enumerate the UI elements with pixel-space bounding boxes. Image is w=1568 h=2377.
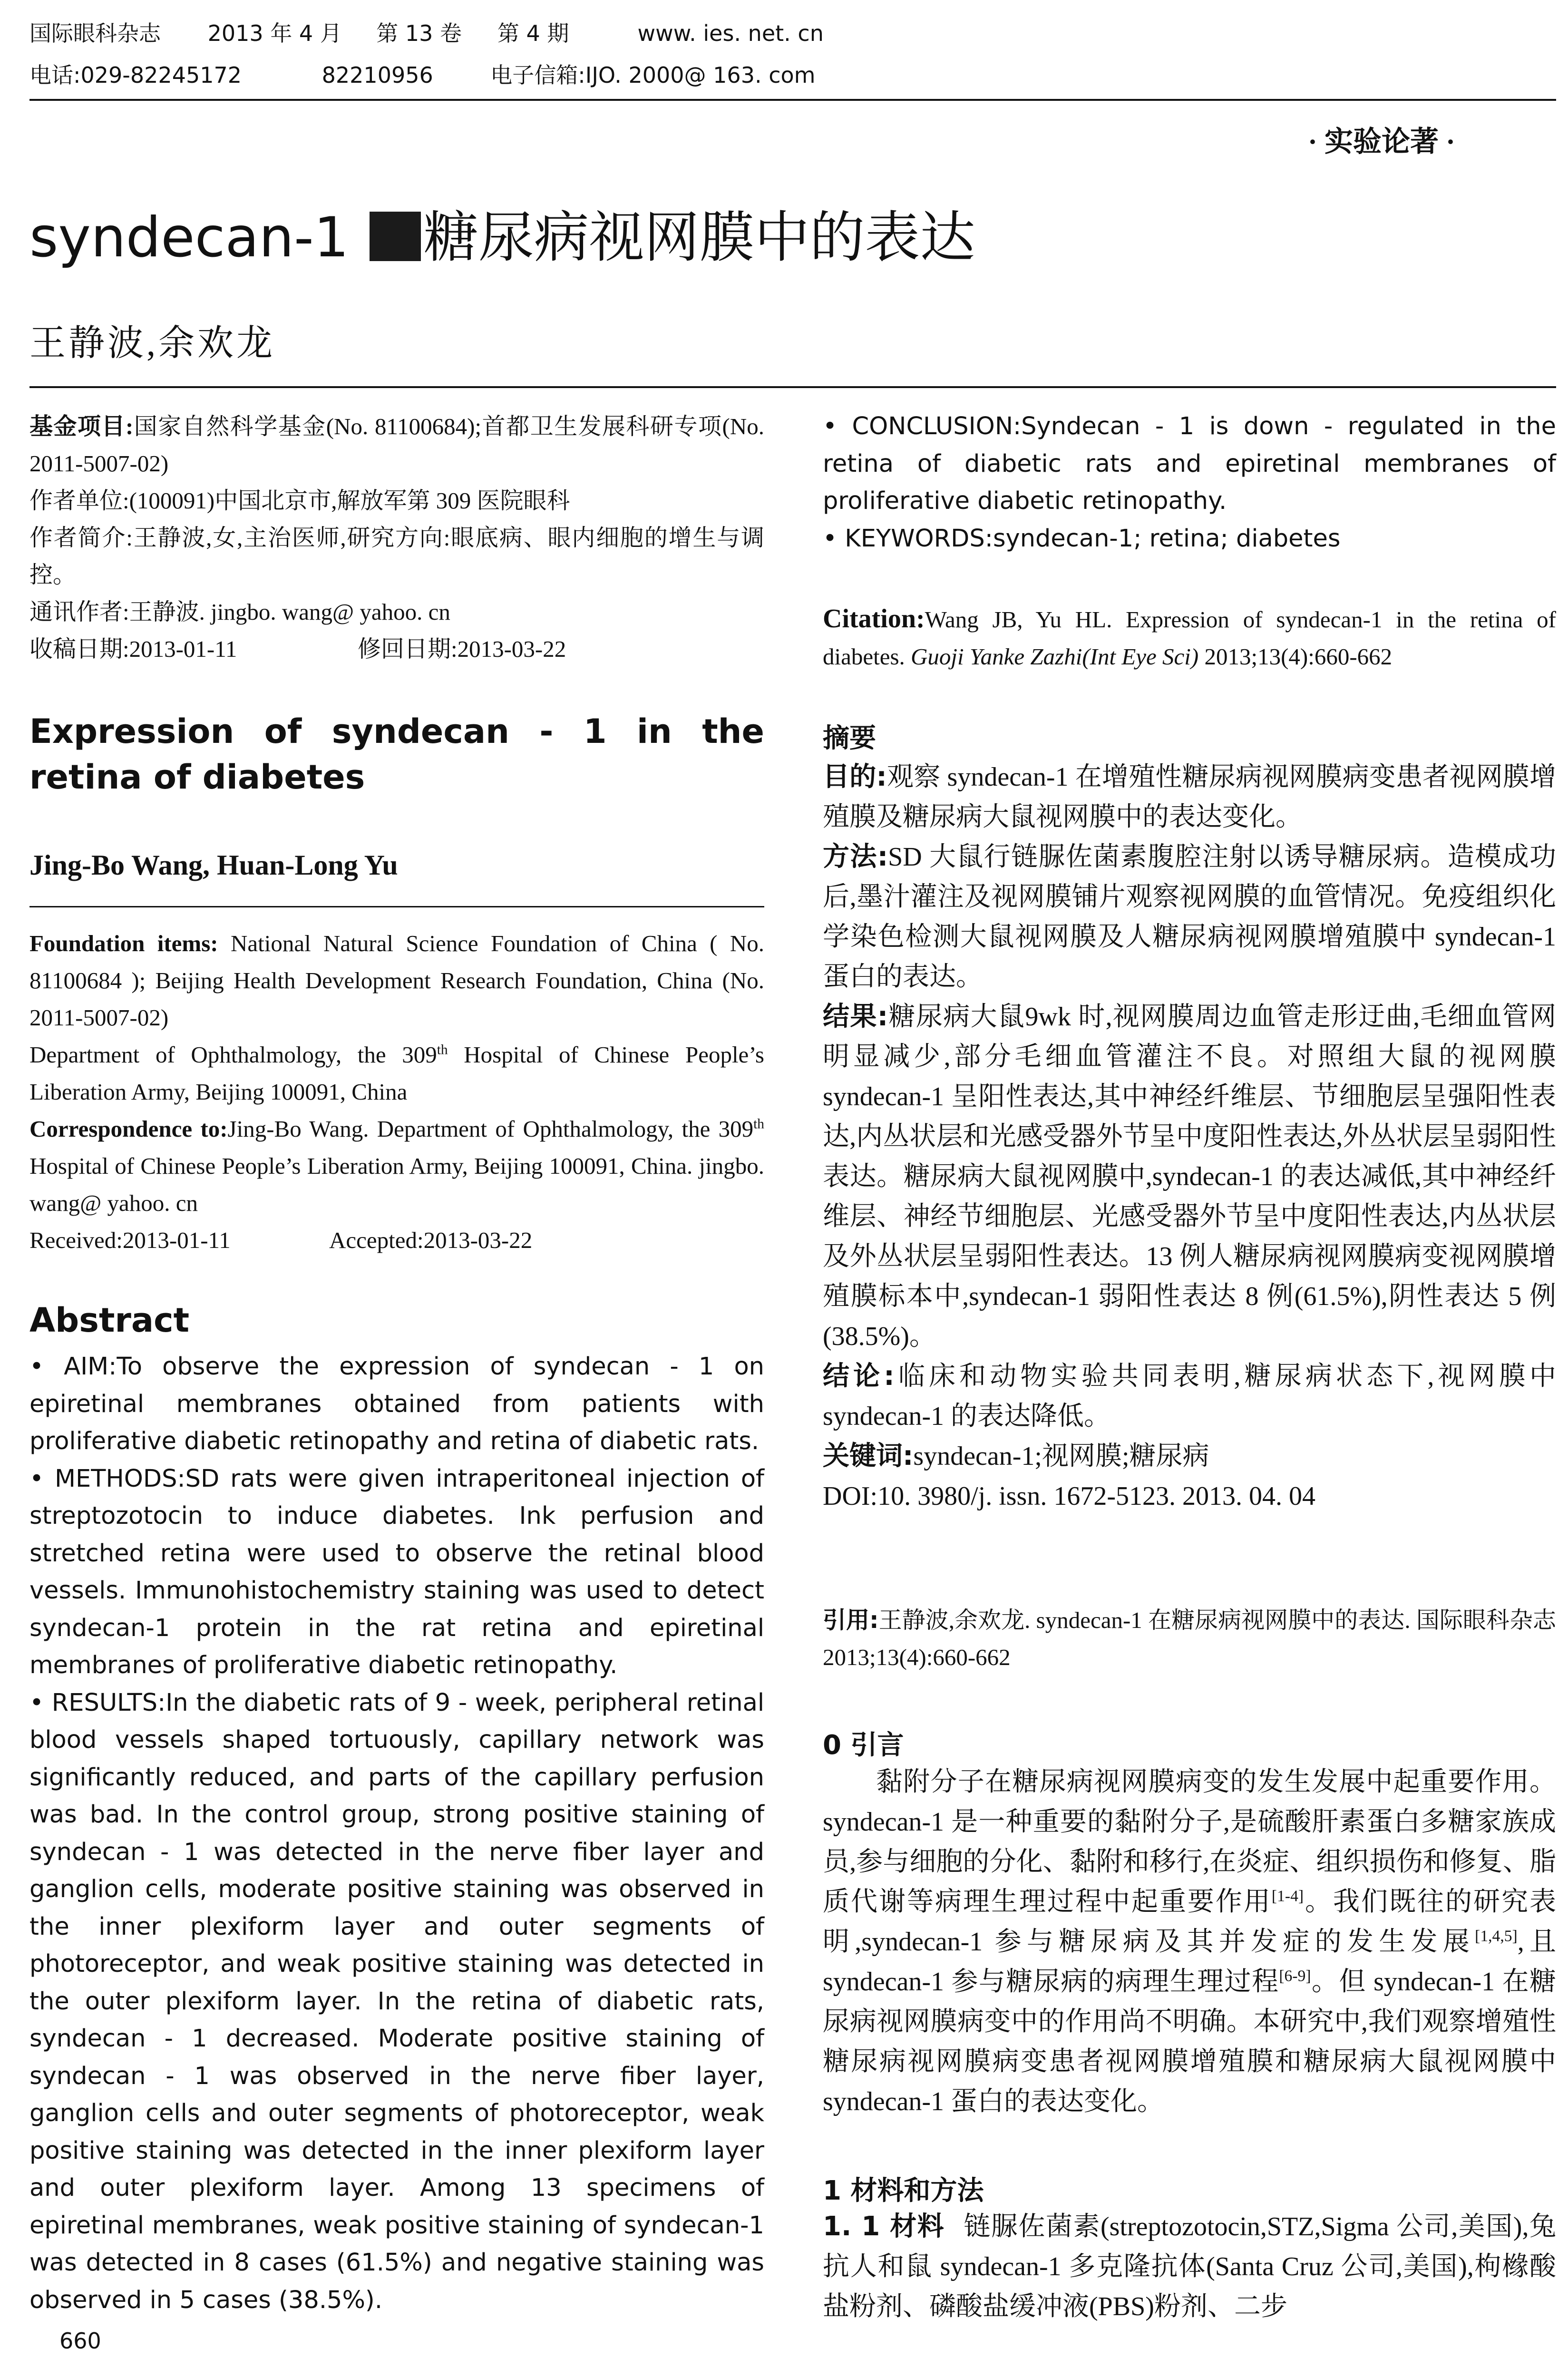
citation-journal: Guoji Yanke Zazhi(Int Eye Sci) <box>911 643 1199 670</box>
cn-keywords: 关键词:syndecan-1;视网膜;糖尿病 <box>823 1441 1209 1471</box>
authors-rule <box>29 906 764 907</box>
methods-body <box>823 2207 1556 2327</box>
title-cn-part-1: syndecan-1 <box>29 205 349 270</box>
cn-aim: 目的:观察 syndecan-1 在增殖性糖尿病视网膜病变患者视网膜增殖膜及糖尿病大鼠视网膜中的表达变化。 <box>823 761 1556 832</box>
page-number: 660 <box>59 2328 101 2354</box>
correspondence-label: Correspondence to: <box>29 1116 228 1142</box>
journal-name: 国际眼科杂志 <box>29 20 161 46</box>
header-rule <box>29 99 1556 101</box>
cn-methods: 方法:SD 大鼠行链脲佐菌素腹腔注射以诱导糖尿病。造模成功后,墨汁灌注及视网膜铺片观察视网膜的血管情况。免疫组织化学染色检测大鼠视网膜及人糖尿病视网膜增殖膜中 syndecan-1 蛋白的表达。 <box>823 841 1556 992</box>
dates-cn: 收稿日期:2013-01-11 修回日期:2013-03-22 <box>29 636 566 662</box>
ref-2[interactable]: [1,4,5] <box>1475 1927 1518 1945</box>
cn-metadata <box>29 408 764 668</box>
article-title-en: Expression of syndecan - 1 in the retina of diabetes <box>29 712 764 797</box>
abstract-methods: • METHODS:SD rats were given intraperitoneal injection of streptozotocin to induce diabetes. Ink perfusion and stretched retina were used to observe the retinal blood vessels. Immunohistochemistry staining was used to detect syndecan-1 protein in the rat retina and epiretinal membranes of proliferative diabetic retinopathy. <box>29 1464 764 1679</box>
abstract-aim: • AIM:To observe the expression of syndecan - 1 on epiretinal membranes obtained from patients with proliferative diabetic retinopathy and retina of diabetic rats. <box>29 1353 764 1455</box>
cn-abstract-heading: 摘要 <box>823 723 876 754</box>
ref-1[interactable]: [1-4] <box>1271 1887 1304 1905</box>
abstract-keywords: • KEYWORDS:syndecan-1; retina; diabetes <box>823 524 1341 553</box>
phone: 电话:029-82245172 <box>29 62 242 88</box>
authors-cn: 王静波,余欢龙 <box>29 323 275 363</box>
funding-label: 基金项目: <box>29 413 134 439</box>
affiliation: 作者单位:(100091)中国北京市,解放军第 309 医院眼科 <box>29 487 570 514</box>
correspondence-en: Correspondence to:Jing-Bo Wang. Department of Ophthalmology, the 309th Hospital of Chinese People’s Liberation Army, Beijing 100091, China. jingbo. wang@ yahoo. cn <box>29 1116 765 1216</box>
intro-body <box>823 1762 1556 2122</box>
authors-en: Jing-Bo Wang, Huan-Long Yu <box>29 849 398 881</box>
methods-heading: 1 材料和方法 <box>823 2175 984 2206</box>
correspondence-cn: 通讯作者:王静波. jingbo. wang@ yahoo. cn <box>29 599 450 625</box>
running-header-line-2 <box>29 61 815 89</box>
article-type: · 实验论著 · <box>1308 126 1456 157</box>
citation-cn-label: 引用: <box>823 1607 879 1634</box>
materials-label: 1. 1 材料 <box>823 2211 945 2242</box>
abstract-conclusion: • CONCLUSION:Syndecan - 1 is down - regulated in the retina of diabetic rats and epiretinal membranes of proliferative diabetic retinopathy. <box>823 412 1556 515</box>
title-rule <box>29 386 1556 388</box>
journal-website[interactable]: www. ies. net. cn <box>637 20 824 46</box>
running-header-line-1 <box>29 19 824 48</box>
foundation-label: Foundation items: <box>29 930 218 956</box>
cn-results: 结果:糖尿病大鼠9wk 时,视网膜周边血管走形迂曲,毛细血管网明显减少,部分毛细血管灌注不良。对照组大鼠的视网膜 syndecan-1 呈阳性表达,其中神经纤维层、节细胞层呈强阳性表达,内丛状层和光感受器外节呈中度阳性表达,外丛状层呈弱阳性表达。糖尿病大鼠视网膜中,syndecan-1 的表达减低,其中神经纤维层、神经节细胞层、光感受器外节呈中度阳性表达,内丛状层及外丛状层呈弱阳性表达。13 例人糖尿病视网膜病变视网膜增殖膜标本中,syndecan-1 弱阳性表达 8 例(61.5%),阴性表达 5 例(38.5%)。 <box>823 1001 1556 1351</box>
abstract-results: • RESULTS:In the diabetic rats of 9 - week, peripheral retinal blood vessels shaped tortuously, capillary network was significantly reduced, and parts of the capillary perfusion was bad. In the control group, strong positive staining of syndecan - 1 was detected in the nerve fiber layer and ganglion cells, moderate positive staining was observed in the inner plexiform layer and outer segments of photoreceptor, and weak positive staining was detected in the outer plexiform layer. In the retina of diabetic rats, syndecan - 1 decreased. Moderate positive staining of syndecan - 1 was observed in the nerve fiber layer, ganglion cells and outer segments of photoreceptor, weak positive staining was detected in the inner plexiform layer and outer plexiform layer. Among 13 specimens of epiretinal membranes, weak positive staining of syndecan-1 was detected in 8 cases (61.5%) and negative staining was observed in 5 cases (38.5%). <box>29 1688 764 2314</box>
ref-3[interactable]: [6-9] <box>1279 1967 1311 1985</box>
dates-en: Received:2013-01-11 Accepted:2013-03-22 <box>29 1227 533 1253</box>
abstract-en-continued <box>823 408 1556 557</box>
intro-heading: 0 引言 <box>823 1730 904 1761</box>
title-cn-part-2: 糖尿病视网膜中的表达 <box>423 205 975 270</box>
citation-en-label: Citation: <box>823 604 925 633</box>
issue-number: 第 4 期 <box>497 20 569 46</box>
abstract-en-body <box>29 1348 764 2319</box>
title-obscured-char <box>370 212 421 261</box>
article-title-cn <box>29 205 975 271</box>
fax: 82210956 <box>321 62 433 88</box>
cn-conclusion: 结论:临床和动物实验共同表明,糖尿病状态下,视网膜中 syndecan-1 的表达降低。 <box>823 1361 1556 1431</box>
department: Department of Ophthalmology, the 309th Hospital of Chinese People’s Liberation Army, Beijing 100091, China <box>29 1042 764 1105</box>
cn-abstract-body <box>823 757 1556 1516</box>
issue-date: 2013 年 4 月 <box>207 20 342 46</box>
foundation-items: Foundation items: National Natural Science Foundation of China ( No. 81100684 ); Beijing Health Development Research Foundation, China (No. 2011-5007-02) <box>29 930 764 1031</box>
volume: 第 13 卷 <box>376 20 462 46</box>
citation-cn: 引用:王静波,余欢龙. syndecan-1 在糖尿病视网膜中的表达. 国际眼科杂志 2013;13(4):660-662 <box>823 1607 1556 1670</box>
en-metadata <box>29 925 764 1259</box>
citation-en: Citation:Wang JB, Yu HL. Expression of syndecan-1 in the retina of diabetes. Guoji Yanke Zazhi(Int Eye Sci) 2013;13(4):660-662 <box>823 604 1556 670</box>
email[interactable]: 电子信箱:IJO. 2000@ 163. com <box>490 62 816 88</box>
intro-paragraph: 黏附分子在糖尿病视网膜病变的发生发展中起重要作用。syndecan-1 是一种重要的黏附分子,是硫酸肝素蛋白多糖家族成员,参与细胞的分化、黏附和移行,在炎症、组织损伤和修复、脂质代谢等病理生理过程中起重要作用[1-4]。我们既往的研究表明,syndecan-1 参与糖尿病及其并发症的发生发展[1,4,5],且 syndecan-1 参与糖尿病的病理生理过程[6-9]。但 syndecan-1 在糖尿病视网膜病变中的作用尚不明确。本研究中,我们观察增殖性糖尿病视网膜病变患者视网膜增殖膜和糖尿病大鼠视网膜中 syndecan-1 蛋白的表达变化。 <box>823 1767 1557 2116</box>
materials-paragraph: 1. 1 材料 链脲佐菌素(streptozotocin,STZ,Sigma 公司,美国),兔抗人和鼠 syndecan-1 多克隆抗体(Santa Cruz 公司,美国),枸橼酸盐粉剂、磷酸盐缓冲液(PBS)粉剂、二步 <box>823 2211 1556 2321</box>
author-bio: 作者简介:王静波,女,主治医师,研究方向:眼底病、眼内细胞的增生与调控。 <box>29 525 764 588</box>
abstract-heading: Abstract <box>29 1301 190 1340</box>
funding: 基金项目:国家自然科学基金(No. 81100684);首都卫生发展科研专项(No. 2011-5007-02) <box>29 413 764 477</box>
doi[interactable]: DOI:10. 3980/j. issn. 1672-5123. 2013. 04. 04 <box>823 1481 1315 1511</box>
